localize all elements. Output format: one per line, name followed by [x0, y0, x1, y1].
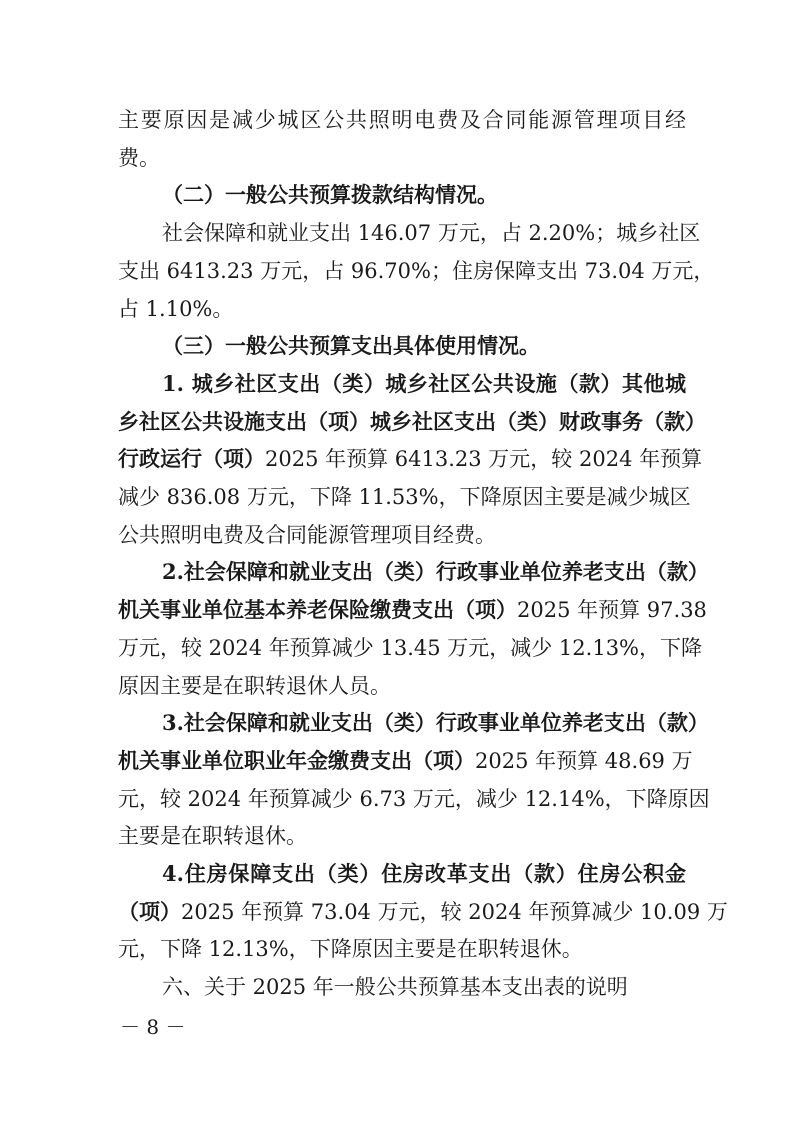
text-line	[118, 816, 686, 856]
text-segment: 减少 836.08 万元，下降 11.53%，下降原因主要是减少城区	[118, 485, 691, 509]
text-line	[118, 477, 691, 517]
text-segment: 2025 年预算 73.04 万元，较 2024 年预算减少 10.09 万	[181, 899, 728, 924]
text-line	[118, 326, 686, 366]
text-line	[118, 967, 686, 1007]
bold-text-segment: （三）一般公共预算支出具体使用情况。	[162, 333, 540, 359]
text-line	[118, 289, 686, 329]
text-segment: 2025 年预算 97.38	[517, 598, 707, 623]
text-segment: 元，较 2024 年预算减少 6.73 万元，减少 12.14%，下降原因	[118, 786, 710, 811]
text-line	[118, 138, 686, 178]
text-line	[118, 100, 686, 140]
bold-text-segment: （二）一般公共预算拨款结构情况。	[162, 182, 498, 208]
text-segment: 支出 6413.23 万元，占 96.70%；住房保障支出 73.04 万元，	[118, 258, 715, 283]
text-segment: 2025 年预算 48.69 万	[475, 748, 693, 773]
text-segment: 占 1.10%。	[118, 296, 234, 321]
text-line	[118, 854, 686, 894]
text-line	[118, 402, 706, 442]
text-line	[118, 741, 693, 781]
text-line	[118, 929, 686, 969]
text-line	[118, 213, 701, 253]
text-line	[118, 703, 709, 743]
text-line	[118, 175, 686, 215]
text-line	[118, 892, 728, 932]
text-segment: 2025 年预算 6413.23 万元，较 2024 年预算	[265, 447, 703, 472]
text-segment: 社会保障和就业支出 146.07 万元，占 2.20%；城乡社区	[162, 221, 701, 246]
bold-text-segment: 机关事业单位基本养老保险缴费支出（项）	[118, 597, 517, 623]
text-segment: 万元，较 2024 年预算减少 13.45 万元，减少 12.13%，下降	[118, 635, 703, 660]
bold-text-segment: 4.住房保障支出（类）住房改革支出（款）住房公积金	[162, 861, 686, 886]
text-line	[118, 515, 686, 555]
text-line	[118, 552, 709, 592]
text-segment: 主要原因是减少城区公共照明电费及合同能源管理项目经	[118, 108, 686, 132]
bold-text-segment: 乡社区公共设施支出（项）城乡社区支出（类）财政事务（款）	[118, 408, 706, 434]
page-number: － 8 －	[120, 1015, 186, 1039]
bold-text-segment: 机关事业单位职业年金缴费支出（项）	[118, 747, 475, 773]
text-segment: 六、关于 2025 年一般公共预算基本支出表的说明	[162, 975, 628, 1000]
text-segment: 原因主要是在职转退休人员。	[118, 673, 391, 698]
text-segment: 主要是在职转退休。	[118, 824, 307, 849]
text-segment: 公共照明电费及合同能源管理项目经费。	[118, 522, 496, 547]
text-line	[118, 666, 686, 706]
bold-text-segment: 2.社会保障和就业支出（类）行政事业单位养老支出（款）	[162, 559, 709, 585]
text-line	[118, 590, 707, 630]
text-line	[118, 364, 686, 404]
bold-text-segment: （项）	[118, 898, 181, 924]
bold-text-segment: 行政运行（项）	[118, 446, 265, 472]
text-line	[118, 779, 710, 819]
bold-text-segment: 3.社会保障和就业支出（类）行政事业单位养老支出（款）	[162, 710, 709, 736]
bold-text-segment: 1. 城乡社区支出（类）城乡社区公共设施（款）其他城	[162, 370, 686, 396]
text-segment: 费。	[118, 145, 160, 170]
text-line	[118, 628, 703, 668]
text-line	[118, 251, 715, 291]
text-line	[118, 439, 703, 479]
text-segment: 元，下降 12.13%，下降原因主要是在职转退休。	[118, 937, 583, 962]
